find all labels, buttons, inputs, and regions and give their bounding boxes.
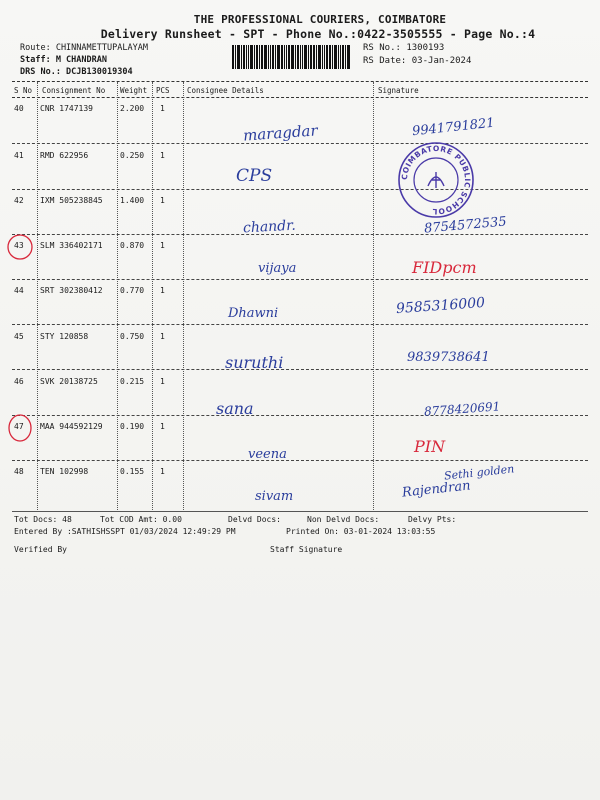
consignee-handwriting: veena	[248, 447, 287, 462]
row-consignment: CNR 1747139	[40, 104, 93, 113]
col-weight: Weight	[120, 86, 148, 95]
delivered-docs: Delvd Docs:	[228, 515, 281, 524]
entered-by: Entered By :SATHISHSSPT 01/03/2024 12:49:29 PM	[14, 527, 236, 536]
barcode	[232, 45, 354, 69]
consignee-handwriting: suruthi	[225, 353, 284, 372]
row-weight: 0.215	[120, 377, 145, 386]
route-label: Route: CHINNAMETTUPALAYAM	[20, 43, 148, 53]
staff-label: Staff: M CHANDRAN	[20, 55, 107, 65]
consignee-handwriting: chandr.	[242, 217, 297, 237]
consignee-handwriting: sana	[216, 399, 254, 418]
row-sno: 40	[14, 104, 24, 113]
verified-by-label: Verified By	[14, 545, 67, 554]
row-consignment: TEN 102998	[40, 467, 89, 476]
column-divider	[37, 82, 38, 510]
row-consignment: SVK 20138725	[40, 377, 98, 386]
consignee-handwriting: sivam	[255, 489, 294, 504]
row-pcs: 1	[160, 422, 165, 431]
row-pcs: 1	[160, 241, 165, 250]
signature-handwriting: 8778420691	[423, 399, 501, 419]
row-weight: 0.250	[120, 151, 145, 160]
col-sno: S No	[14, 86, 33, 95]
row-divider	[12, 324, 588, 325]
red-circle-mark	[5, 232, 35, 262]
row-sno: 42	[14, 196, 24, 205]
staff-signature-label: Staff Signature	[270, 545, 343, 554]
row-sno: 47	[14, 422, 24, 431]
svg-text:COIMBATORE PUBLIC SCHOOL: COIMBATORE PUBLIC SCHOOL	[399, 143, 473, 217]
col-signature: Signature	[378, 86, 419, 95]
row-consignment: MAA 944592129	[40, 422, 103, 431]
row-divider	[12, 415, 588, 416]
row-consignment: SRT 302380412	[40, 286, 103, 295]
row-sno: 46	[14, 377, 24, 386]
signature-handwriting: 9585316000	[395, 294, 486, 318]
row-pcs: 1	[160, 286, 165, 295]
column-divider	[373, 82, 374, 510]
row-consignment: SLM 336402171	[40, 241, 103, 250]
drs-label: DRS No.: DCJB130019304	[20, 67, 133, 77]
row-weight: 0.750	[120, 332, 145, 341]
signature-handwriting: FIDpcm	[412, 258, 477, 277]
column-divider	[117, 82, 118, 510]
row-divider	[12, 143, 588, 144]
row-sno: 41	[14, 151, 24, 160]
row-sno: 48	[14, 467, 24, 476]
row-weight: 0.190	[120, 422, 145, 431]
signature-handwriting: PIN	[414, 437, 446, 456]
rs-date: RS Date: 03-Jan-2024	[363, 56, 472, 66]
signature-handwriting: 9839738641	[407, 350, 490, 365]
row-sno: 43	[14, 241, 24, 250]
signature-handwriting: 8754572535	[423, 214, 508, 237]
signature-handwriting: 9941791821	[411, 115, 496, 140]
row-consignment: RMD 622956	[40, 151, 89, 160]
delivery-points: Delvy Pts:	[408, 515, 457, 524]
row-weight: 0.155	[120, 467, 145, 476]
total-docs: Tot Docs: 48	[14, 515, 72, 524]
signature-handwriting: Sethi golden	[443, 462, 515, 483]
row-weight: 0.770	[120, 286, 145, 295]
company-title: THE PROFESSIONAL COURIERS, COIMBATORE	[193, 13, 447, 26]
consignee-handwriting: Dhawni	[228, 306, 279, 321]
row-weight: 0.870	[120, 241, 145, 250]
signature-handwriting: Rajendran	[401, 478, 472, 501]
row-pcs: 1	[160, 196, 165, 205]
col-pcs: PCS	[156, 86, 170, 95]
row-pcs: 1	[160, 332, 165, 341]
total-cod-amount: Tot COD Amt: 0.00	[100, 515, 182, 524]
row-divider	[12, 369, 588, 370]
column-divider	[152, 82, 153, 510]
consignee-handwriting: maragdar	[242, 121, 319, 145]
school-stamp	[396, 140, 476, 220]
row-pcs: 1	[160, 377, 165, 386]
row-divider	[12, 279, 588, 280]
header-rule-top	[12, 81, 588, 82]
row-sno: 45	[14, 332, 24, 341]
consignee-handwriting: CPS	[236, 166, 273, 186]
header-rule-bottom	[12, 97, 588, 98]
printed-on: Printed On: 03-01-2024 13:03:55	[286, 527, 436, 536]
column-divider	[183, 82, 184, 510]
consignee-handwriting: vijaya	[258, 261, 297, 276]
col-consignment: Consignment No	[42, 86, 106, 95]
row-pcs: 1	[160, 151, 165, 160]
row-pcs: 1	[160, 104, 165, 113]
row-consignment: IXM 505238845	[40, 196, 103, 205]
runsheet-subtitle: Delivery Runsheet - SPT - Phone No.:0422-3505555 - Page No.:4	[100, 27, 536, 41]
row-weight: 1.400	[120, 196, 145, 205]
rs-number: RS No.: 1300193	[363, 43, 445, 53]
table-bottom-rule	[12, 511, 588, 512]
non-delivered-docs: Non Delvd Docs:	[307, 515, 380, 524]
row-divider	[12, 234, 588, 235]
red-circle-mark	[5, 412, 35, 444]
row-weight: 2.200	[120, 104, 145, 113]
row-divider	[12, 460, 588, 461]
row-sno: 44	[14, 286, 24, 295]
row-divider	[12, 189, 588, 190]
col-consignee: Consignee Details	[187, 86, 264, 95]
row-consignment: STY 120858	[40, 332, 89, 341]
row-pcs: 1	[160, 467, 165, 476]
